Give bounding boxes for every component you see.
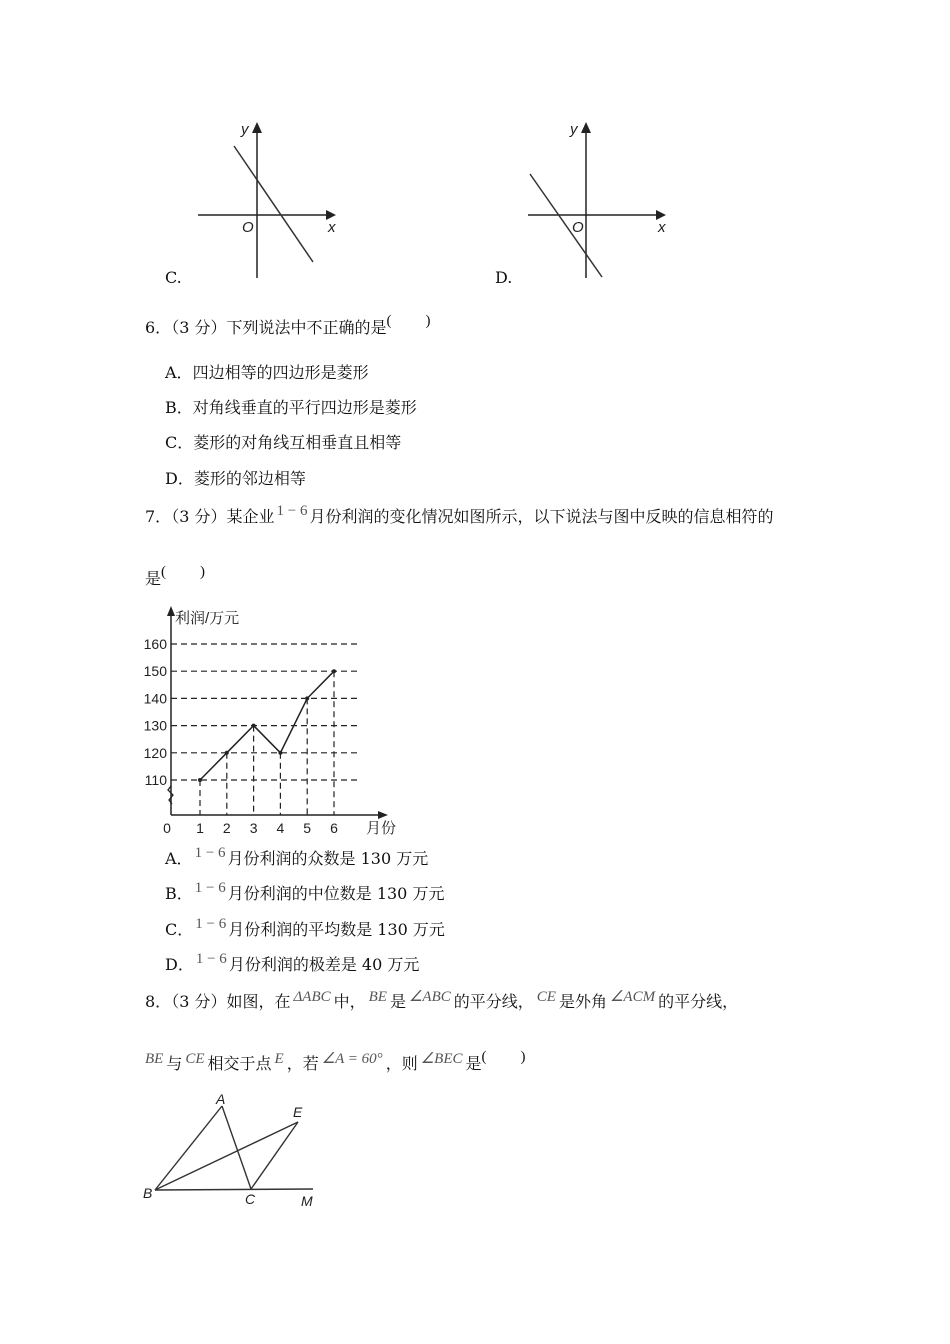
- graph-d-label: D.: [495, 268, 513, 287]
- q8-text-j: ，则: [385, 1054, 418, 1073]
- q7-text-c: 是: [145, 569, 162, 588]
- option-range: 1 − 6: [194, 845, 226, 861]
- q8-text-h: 相交于点: [207, 1054, 272, 1073]
- x-axis-arrow-icon: [378, 811, 388, 819]
- option-text: 月份利润的平均数是 130 万元: [228, 920, 445, 939]
- x-axis-label: x: [658, 219, 666, 236]
- q8-point-e: E: [274, 1051, 284, 1067]
- origin-label: 0: [163, 820, 171, 835]
- y-tick-label: 130: [143, 717, 167, 734]
- origin-label: O: [242, 219, 254, 236]
- q8-text-k: 是: [465, 1054, 482, 1073]
- q8-text-f: 的平分线，: [658, 992, 739, 1011]
- graph-d: [520, 112, 680, 282]
- profit-line-chart: [140, 600, 410, 835]
- q8-be: BE: [368, 989, 387, 1005]
- point-c-label: C: [245, 1191, 256, 1207]
- q7-option-b[interactable]: [165, 880, 445, 905]
- x-tick-label: 6: [330, 820, 338, 835]
- q8-stem: [145, 989, 739, 1013]
- x-tick-label: 3: [249, 820, 258, 835]
- option-letter: C．: [165, 433, 194, 452]
- option-range: 1 − 6: [195, 951, 227, 967]
- q8-text-d: 的平分线，: [453, 992, 534, 1011]
- origin-label: O: [572, 219, 584, 236]
- y-tick-label: 150: [143, 663, 167, 680]
- option-letter: B．: [165, 398, 193, 417]
- q7-option-d[interactable]: [165, 951, 420, 976]
- q8-paren-open: (: [481, 1049, 487, 1065]
- x-tick-label: 1: [196, 820, 204, 835]
- q6-option-a[interactable]: [165, 363, 369, 383]
- q7-option-a[interactable]: [165, 845, 429, 870]
- data-point: [332, 669, 336, 673]
- option-range: 1 − 6: [195, 916, 227, 932]
- segment-be: [155, 1122, 298, 1190]
- q8-be2: BE: [145, 1051, 164, 1067]
- q8-paren-close: ): [520, 1049, 526, 1065]
- x-tick-label: 2: [222, 820, 231, 835]
- data-point: [252, 724, 256, 728]
- point-b-label: B: [143, 1185, 153, 1201]
- point-e-label: E: [293, 1104, 303, 1120]
- data-point: [305, 696, 309, 700]
- y-axis-arrow-icon: [167, 606, 175, 616]
- q8-text-c: 是: [389, 992, 406, 1011]
- x-axis-label: x: [328, 219, 336, 236]
- q6-option-b[interactable]: [165, 398, 417, 418]
- q8-ce: CE: [536, 989, 556, 1005]
- q7-paren-open: (: [161, 564, 167, 580]
- data-point: [278, 751, 282, 755]
- q7-score: （3 分）: [171, 507, 227, 526]
- option-text: 对角线垂直的平行四边形是菱形: [192, 398, 417, 417]
- q8-triangle: ΔABC: [293, 989, 331, 1005]
- q6-text: 下列说法中不正确的是: [226, 318, 387, 337]
- option-text: 月份利润的极差是 40 万元: [228, 955, 420, 974]
- q8-text-a: 如图，在: [226, 992, 291, 1011]
- q8-stem-line2: [145, 1049, 526, 1075]
- option-text: 菱形的邻边相等: [193, 469, 306, 488]
- q8-text-i: ，若: [286, 1054, 319, 1073]
- function-line: [530, 174, 602, 277]
- q8-angle-abc: ∠ABC: [408, 989, 451, 1005]
- q6-paren-open: (: [386, 313, 392, 329]
- q6-score: （3 分）: [171, 318, 227, 337]
- q6-stem: [145, 313, 431, 339]
- q8-score: （3 分）: [171, 992, 227, 1011]
- option-text: 菱形的对角线互相垂直且相等: [193, 433, 402, 452]
- q8-angle-a: ∠A = 60°: [321, 1051, 383, 1067]
- q8-number: 8．: [145, 992, 172, 1011]
- y-axis-title: 利润/万元: [175, 610, 240, 627]
- q7-text-a: 某企业: [226, 507, 275, 526]
- q6-option-d[interactable]: [165, 469, 306, 489]
- y-axis-arrow-icon: [252, 122, 262, 133]
- q7-paren-close: ): [200, 564, 206, 580]
- q7-stem-line2: [145, 564, 206, 590]
- option-letter: D．: [165, 955, 194, 974]
- q7-text-b: 月份利润的变化情况如图所示，以下说法与图中反映的信息相符的: [309, 507, 774, 526]
- y-tick-label: 120: [143, 744, 167, 761]
- segment-ac: [222, 1106, 251, 1189]
- y-tick-label: 160: [143, 636, 167, 652]
- option-text: 月份利润的中位数是 130 万元: [227, 884, 445, 903]
- option-letter: A．: [165, 363, 193, 382]
- q7-stem: [145, 503, 774, 528]
- option-letter: B．: [165, 884, 193, 903]
- q7-number: 7．: [145, 507, 172, 526]
- y-tick-label: 140: [143, 690, 167, 707]
- option-text: 四边相等的四边形是菱形: [192, 363, 369, 382]
- point-m-label: M: [301, 1193, 313, 1209]
- y-axis-arrow-icon: [581, 122, 591, 133]
- function-line: [234, 146, 313, 262]
- q6-option-c[interactable]: [165, 433, 401, 453]
- q8-ce2: CE: [185, 1051, 205, 1067]
- y-axis-label: y: [570, 121, 578, 138]
- option-letter: C．: [165, 920, 194, 939]
- segment-bm: [155, 1189, 313, 1190]
- graph-c: [190, 112, 350, 282]
- option-range: 1 − 6: [194, 880, 226, 896]
- graph-c-label: C.: [165, 268, 182, 287]
- triangle-figure: [138, 1088, 338, 1213]
- y-axis-label: y: [241, 121, 249, 138]
- option-text: 月份利润的众数是 130 万元: [227, 849, 429, 868]
- y-tick-label: 110: [144, 772, 167, 788]
- q6-number: 6．: [145, 318, 172, 337]
- q8-angle-bec: ∠BEC: [420, 1051, 463, 1067]
- x-tick-label: 5: [303, 820, 312, 835]
- x-axis-title: 月份: [366, 820, 397, 835]
- data-point: [225, 751, 229, 755]
- q6-paren-close: ): [425, 313, 431, 329]
- q8-text-b: 中，: [333, 992, 366, 1011]
- x-tick-label: 4: [276, 820, 285, 835]
- segment-ce: [251, 1122, 298, 1189]
- q8-text-e: 是外角: [558, 992, 607, 1011]
- data-point: [198, 778, 202, 782]
- segment-ba: [155, 1106, 222, 1190]
- option-letter: A．: [165, 849, 193, 868]
- point-a-label: A: [216, 1091, 226, 1107]
- q8-text-g: 与: [166, 1054, 183, 1073]
- option-letter: D．: [165, 469, 194, 488]
- q7-option-c[interactable]: [165, 916, 445, 941]
- q7-range: 1 − 6: [276, 503, 308, 519]
- q8-angle-acm: ∠ACM: [609, 989, 656, 1005]
